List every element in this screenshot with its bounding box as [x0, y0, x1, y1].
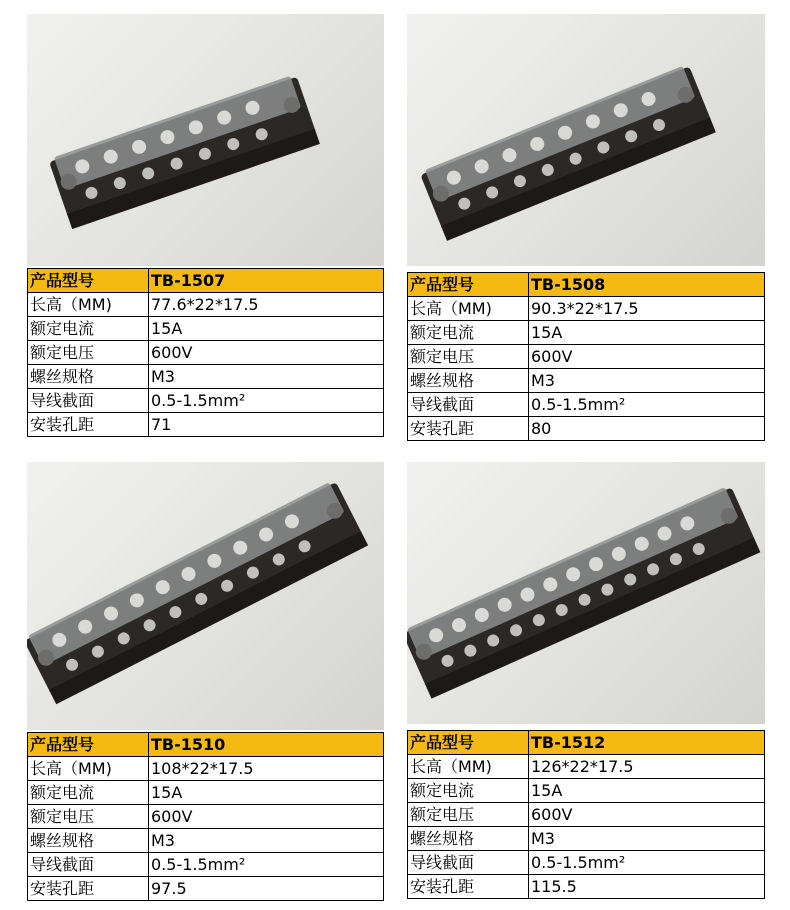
product-card-tb-1512 [407, 462, 765, 906]
spec-value: 0.5-1.5mm² [529, 851, 765, 875]
spec-table-tb-1510 [27, 732, 384, 901]
product-photo-tb-1510 [27, 462, 384, 730]
spec-label: 额定电流 [28, 317, 149, 341]
spec-row [28, 853, 384, 877]
spec-value: 126*22*17.5 [529, 755, 765, 779]
spec-value: 97.5 [149, 877, 384, 901]
spec-label: 额定电流 [408, 321, 529, 345]
spec-table-tb-1507 [27, 268, 384, 437]
spec-value: 600V [529, 803, 765, 827]
spec-header-row [28, 269, 384, 293]
spec-label: 螺丝规格 [28, 829, 149, 853]
product-photo-tb-1512 [407, 462, 765, 724]
spec-label: 额定电压 [28, 341, 149, 365]
spec-value: M3 [529, 369, 765, 393]
spec-row [408, 321, 765, 345]
spec-value: 600V [149, 341, 384, 365]
spec-value: 80 [529, 417, 765, 441]
model-value: TB-1510 [149, 733, 384, 757]
spec-label: 导线截面 [408, 851, 529, 875]
spec-row [28, 757, 384, 781]
spec-row [408, 369, 765, 393]
spec-value: 15A [529, 779, 765, 803]
spec-label: 长高（MM) [28, 757, 149, 781]
spec-value: 115.5 [529, 875, 765, 899]
spec-row [28, 341, 384, 365]
spec-row [408, 827, 765, 851]
spec-value: 71 [149, 413, 384, 437]
spec-row [408, 345, 765, 369]
spec-row [408, 297, 765, 321]
product-photo-tb-1508 [407, 14, 765, 266]
spec-row [408, 393, 765, 417]
terminal-block-icon [27, 462, 384, 730]
spec-value: 90.3*22*17.5 [529, 297, 765, 321]
spec-value: M3 [149, 365, 384, 389]
spec-label: 导线截面 [408, 393, 529, 417]
spec-value: 0.5-1.5mm² [529, 393, 765, 417]
spec-row [408, 803, 765, 827]
spec-label: 螺丝规格 [408, 369, 529, 393]
header-label: 产品型号 [28, 733, 149, 757]
spec-table-tb-1508 [407, 272, 765, 441]
spec-label: 安装孔距 [408, 875, 529, 899]
spec-label: 长高（MM) [408, 297, 529, 321]
spec-label: 额定电流 [28, 781, 149, 805]
spec-label: 额定电压 [28, 805, 149, 829]
spec-label: 安装孔距 [28, 877, 149, 901]
product-card-tb-1510 [27, 462, 384, 906]
spec-value: 15A [149, 781, 384, 805]
header-label: 产品型号 [408, 273, 529, 297]
spec-label: 螺丝规格 [408, 827, 529, 851]
spec-value: M3 [529, 827, 765, 851]
terminal-block-icon [407, 14, 765, 266]
spec-label: 螺丝规格 [28, 365, 149, 389]
header-label: 产品型号 [408, 731, 529, 755]
spec-label: 额定电压 [408, 345, 529, 369]
spec-row [408, 417, 765, 441]
spec-label: 长高（MM) [28, 293, 149, 317]
model-value: TB-1508 [529, 273, 765, 297]
spec-header-row [408, 731, 765, 755]
spec-value: 15A [149, 317, 384, 341]
spec-row [28, 877, 384, 901]
spec-row [28, 317, 384, 341]
terminal-block-icon [27, 14, 384, 266]
spec-label: 额定电压 [408, 803, 529, 827]
spec-label: 安装孔距 [408, 417, 529, 441]
spec-label: 额定电流 [408, 779, 529, 803]
spec-label: 导线截面 [28, 389, 149, 413]
spec-table-tb-1512 [407, 730, 765, 899]
spec-value: 600V [149, 805, 384, 829]
spec-row [408, 755, 765, 779]
spec-row [408, 875, 765, 899]
spec-value: 0.5-1.5mm² [149, 389, 384, 413]
product-card-tb-1508 [407, 14, 765, 448]
spec-header-row [28, 733, 384, 757]
spec-row [28, 365, 384, 389]
spec-label: 安装孔距 [28, 413, 149, 437]
spec-header-row [408, 273, 765, 297]
spec-row [28, 413, 384, 437]
spec-label: 长高（MM) [408, 755, 529, 779]
model-value: TB-1512 [529, 731, 765, 755]
product-card-tb-1507 [27, 14, 384, 448]
spec-value: 108*22*17.5 [149, 757, 384, 781]
spec-row [28, 829, 384, 853]
spec-value: M3 [149, 829, 384, 853]
header-label: 产品型号 [28, 269, 149, 293]
terminal-block-icon [407, 462, 765, 724]
spec-row [28, 389, 384, 413]
spec-value: 77.6*22*17.5 [149, 293, 384, 317]
spec-row [28, 805, 384, 829]
spec-value: 600V [529, 345, 765, 369]
spec-value: 0.5-1.5mm² [149, 853, 384, 877]
spec-row [28, 293, 384, 317]
spec-row [28, 781, 384, 805]
spec-row [408, 851, 765, 875]
product-photo-tb-1507 [27, 14, 384, 266]
spec-row [408, 779, 765, 803]
model-value: TB-1507 [149, 269, 384, 293]
spec-value: 15A [529, 321, 765, 345]
spec-label: 导线截面 [28, 853, 149, 877]
